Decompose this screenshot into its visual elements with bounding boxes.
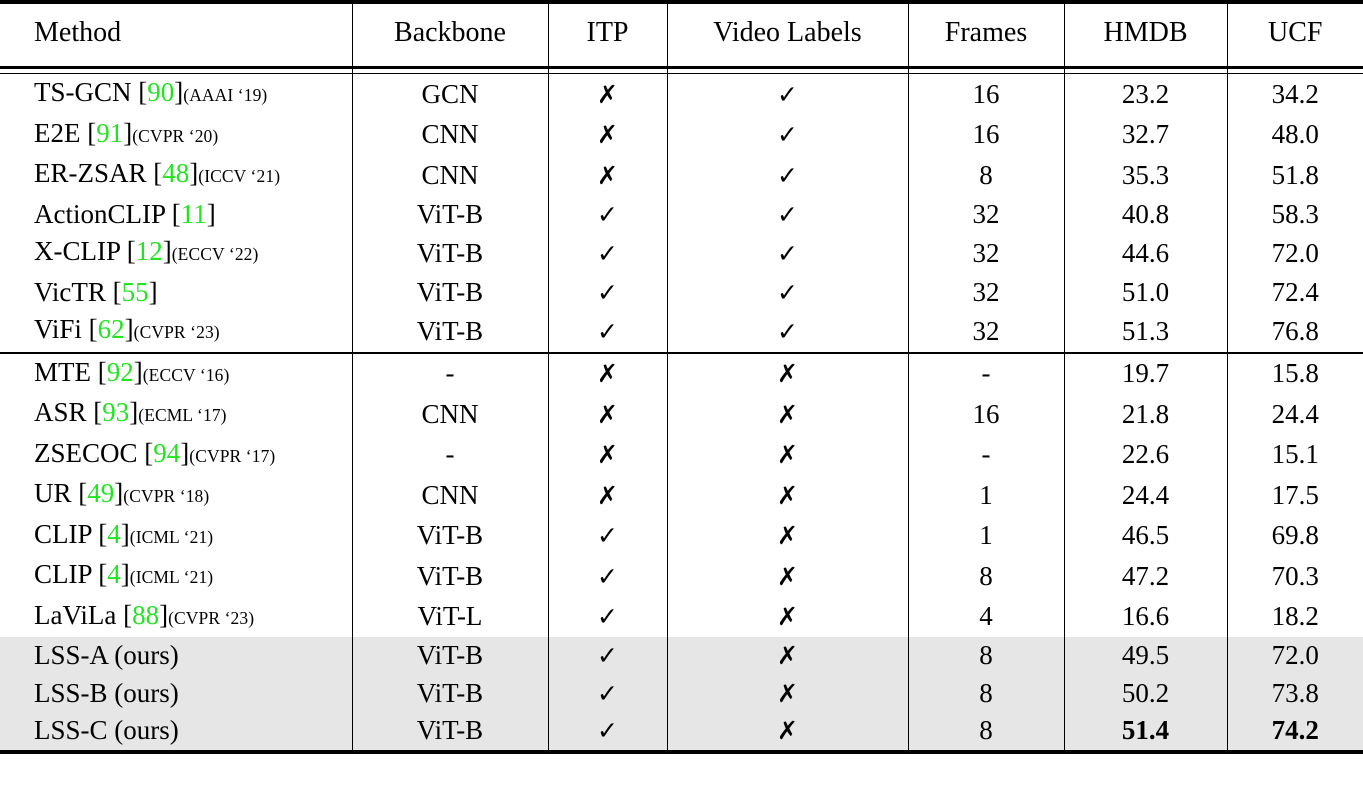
cell-hmdb: 23.2 [1064,74,1227,115]
method-name: ZSECOC [34,437,138,468]
venue-label: (ECML ‘17) [138,405,227,425]
citation-bracket-close: ] [180,437,190,468]
citation-number[interactable]: 91 [96,117,124,148]
cell-vlabels: ✓ [667,155,908,196]
cell-hmdb: 35.3 [1064,155,1227,196]
citation-bracket: [ [91,356,107,387]
cell-ucf: 70.3 [1227,556,1363,597]
cell-vlabels: ✓ [667,274,908,312]
citation-bracket: [ [91,559,108,589]
citation-bracket-close: ] [148,276,158,307]
cell-method [0,516,352,557]
cell-hmdb: 49.5 [1064,637,1227,675]
column-header-backbone[interactable]: Backbone [352,4,548,68]
method-name: E2E [34,117,81,148]
table-row[interactable] [0,196,1363,234]
cell-itp: ✓ [548,274,667,312]
table-row[interactable] [0,556,1363,597]
cell-backbone: ViT-B [352,516,548,557]
table-row[interactable] [0,637,1363,675]
cell-method [0,354,352,395]
citation-bracket: [ [86,397,103,427]
cell-method [0,155,352,196]
cell-frames: - [908,354,1064,395]
cell-vlabels: ✗ [667,394,908,435]
cell-method [0,556,352,597]
citation-bracket: [ [120,236,136,266]
method-name: CLIP [34,518,92,549]
method-name: X-CLIP [34,236,120,266]
citation-bracket-close: ] [189,158,199,188]
cell-frames: 4 [908,597,1064,638]
citation-bracket-close: ] [159,599,169,630]
cell-frames: 8 [908,556,1064,597]
citation-bracket-close: ] [174,77,184,107]
cell-backbone: ViT-L [352,597,548,638]
citation-number[interactable]: 94 [153,437,181,468]
cell-ucf: 18.2 [1227,597,1363,638]
cell-itp: ✓ [548,712,667,752]
cell-backbone: ViT-B [352,637,548,675]
cell-frames: - [908,435,1064,476]
citation-bracket: [ [91,518,108,549]
cell-itp: ✓ [548,597,667,638]
cell-ucf: 73.8 [1227,675,1363,713]
venue-label: (ECCV ‘16) [142,364,230,385]
cell-method [0,394,352,435]
citation-number[interactable]: 11 [180,198,207,229]
venue-label: (CVPR ‘20) [132,125,219,146]
cell-backbone: CNN [352,475,548,516]
cell-vlabels: ✗ [667,597,908,638]
cell-ucf: 15.8 [1227,354,1363,395]
venue-label: (CVPR ‘23) [168,607,255,628]
cell-vlabels: ✓ [667,233,908,274]
cell-itp: ✓ [548,233,667,274]
cell-itp: ✗ [548,115,667,156]
table-row[interactable] [0,115,1363,156]
cell-method [0,712,352,752]
column-header-ucf[interactable]: UCF [1227,4,1363,68]
cell-frames: 32 [908,274,1064,312]
venue-label: (ICCV ‘21) [198,166,281,186]
table-row[interactable] [0,233,1363,274]
table-row[interactable] [0,155,1363,196]
cell-itp: ✓ [548,516,667,557]
cell-backbone: CNN [352,115,548,156]
citation-bracket: [ [105,276,122,307]
cell-ucf: 15.1 [1227,435,1363,476]
cell-hmdb: 16.6 [1064,597,1227,638]
venue-label: (CVPR ‘18) [123,486,210,506]
cell-frames: 1 [908,475,1064,516]
cell-hmdb: 51.3 [1064,311,1227,353]
cell-vlabels: ✗ [667,516,908,557]
citation-bracket-close: ] [124,314,134,344]
cell-ucf: 48.0 [1227,115,1363,156]
cell-hmdb: 24.4 [1064,475,1227,516]
table-row[interactable] [0,597,1363,638]
cell-itp: ✓ [548,675,667,713]
citation-bracket: [ [116,599,133,630]
method-name: CLIP [34,559,92,589]
method-name: ActionCLIP [34,198,165,229]
cell-method [0,637,352,675]
cell-vlabels: ✓ [667,311,908,353]
citation-number[interactable]: 48 [162,158,190,188]
method-name: ER-ZSAR [34,158,147,188]
venue-label: (CVPR ‘23) [133,322,220,342]
cell-itp: ✓ [548,556,667,597]
citation-bracket: [ [81,314,98,344]
citation-number[interactable]: 4 [107,518,121,549]
venue-label: (ICML ‘21) [129,567,214,587]
citation-number[interactable]: 88 [132,599,160,630]
cell-itp: ✗ [548,74,667,115]
cell-ucf: 72.0 [1227,637,1363,675]
venue-label: (ECCV ‘22) [171,244,259,264]
cell-itp: ✗ [548,155,667,196]
cell-itp: ✗ [548,475,667,516]
cell-frames: 16 [908,394,1064,435]
cell-frames: 32 [908,196,1064,234]
cell-hmdb: 51.4 [1064,712,1227,752]
cell-hmdb: 40.8 [1064,196,1227,234]
citation-bracket-close: ] [123,117,133,148]
venue-label: (AAAI ‘19) [183,85,268,105]
method-name: ASR [34,397,87,427]
table-row[interactable] [0,475,1363,516]
cell-hmdb: 44.6 [1064,233,1227,274]
cell-frames: 32 [908,311,1064,353]
method-name: LSS-C (ours) [34,715,179,745]
cell-method [0,274,352,312]
table-row[interactable] [0,394,1363,435]
column-header-frames[interactable]: Frames [908,4,1064,68]
cell-method [0,311,352,353]
cell-vlabels: ✓ [667,74,908,115]
cell-hmdb: 50.2 [1064,675,1227,713]
cell-vlabels: ✗ [667,475,908,516]
cell-method [0,233,352,274]
cell-ucf: 24.4 [1227,394,1363,435]
cell-method [0,475,352,516]
method-name: UR [34,478,72,508]
cell-vlabels: ✗ [667,675,908,713]
cell-backbone: - [352,435,548,476]
citation-number[interactable]: 49 [87,478,115,508]
cell-frames: 16 [908,74,1064,115]
citation-number[interactable]: 93 [102,397,130,427]
cell-frames: 16 [908,115,1064,156]
table-header-row [0,4,1363,68]
cell-hmdb: 19.7 [1064,354,1227,395]
table-row[interactable] [0,74,1363,115]
cell-hmdb: 22.6 [1064,435,1227,476]
cell-itp: ✗ [548,394,667,435]
cell-backbone: GCN [352,74,548,115]
cell-backbone: CNN [352,394,548,435]
citation-bracket-close: ] [162,236,172,266]
cell-vlabels: ✗ [667,354,908,395]
table-row[interactable] [0,435,1363,476]
cell-itp: ✗ [548,354,667,395]
table-row[interactable] [0,274,1363,312]
cell-backbone: ViT-B [352,233,548,274]
table-row[interactable] [0,712,1363,752]
citation-number[interactable]: 4 [107,559,121,589]
cell-vlabels: ✗ [667,712,908,752]
method-name: MTE [34,356,91,387]
cell-vlabels: ✗ [667,556,908,597]
results-table-body [0,2,1363,754]
cell-method [0,597,352,638]
table-row[interactable] [0,516,1363,557]
cell-ucf: 69.8 [1227,516,1363,557]
column-header-itp[interactable]: ITP [548,4,667,68]
cell-ucf: 76.8 [1227,311,1363,353]
citation-number[interactable]: 12 [135,236,163,266]
citation-bracket: [ [131,77,148,107]
cell-frames: 8 [908,637,1064,675]
venue-label: (ICML ‘21) [129,526,214,547]
column-header-hmdb[interactable]: HMDB [1064,4,1227,68]
cell-hmdb: 32.7 [1064,115,1227,156]
citation-bracket-close: ] [133,356,143,387]
cell-frames: 8 [908,155,1064,196]
cell-method [0,675,352,713]
cell-itp: ✓ [548,311,667,353]
cell-vlabels: ✗ [667,637,908,675]
cell-method [0,435,352,476]
table-row[interactable] [0,354,1363,395]
cell-hmdb: 47.2 [1064,556,1227,597]
cell-vlabels: ✗ [667,435,908,476]
cell-backbone: ViT-B [352,196,548,234]
citation-bracket-close: ] [129,397,139,427]
cell-itp: ✓ [548,637,667,675]
citation-bracket-close: ] [114,478,124,508]
cell-itp: ✗ [548,435,667,476]
cell-ucf: 58.3 [1227,196,1363,234]
citation-number[interactable]: 92 [106,356,134,387]
table-bottom-rule [0,752,1363,754]
cell-backbone: - [352,354,548,395]
cell-hmdb: 21.8 [1064,394,1227,435]
citation-number[interactable]: 55 [121,276,149,307]
citation-bracket: [ [137,437,154,468]
cell-backbone: ViT-B [352,556,548,597]
cell-backbone: ViT-B [352,712,548,752]
cell-ucf: 72.4 [1227,274,1363,312]
cell-frames: 8 [908,712,1064,752]
cell-vlabels: ✓ [667,115,908,156]
cell-ucf: 34.2 [1227,74,1363,115]
venue-label: (CVPR ‘17) [189,445,276,466]
citation-bracket-close: ] [206,198,216,229]
cell-method [0,74,352,115]
cell-ucf: 17.5 [1227,475,1363,516]
cell-hmdb: 46.5 [1064,516,1227,557]
cell-ucf: 74.2 [1227,712,1363,752]
column-header-method[interactable]: Method [0,4,352,68]
cell-frames: 1 [908,516,1064,557]
cell-backbone: ViT-B [352,675,548,713]
citation-number[interactable]: 90 [147,77,175,107]
cell-frames: 8 [908,675,1064,713]
cell-vlabels: ✓ [667,196,908,234]
method-name: ViFi [34,314,82,344]
citation-bracket-close: ] [120,559,130,589]
citation-bracket: [ [80,117,97,148]
column-header-vlabels[interactable]: Video Labels [667,4,908,68]
method-name: LSS-B (ours) [34,677,179,708]
cell-backbone: ViT-B [352,311,548,353]
cell-backbone: CNN [352,155,548,196]
method-name: VicTR [34,276,106,307]
citation-bracket: [ [146,158,163,188]
citation-number[interactable]: 62 [97,314,125,344]
table-row[interactable] [0,311,1363,353]
cell-backbone: ViT-B [352,274,548,312]
method-name: LaViLa [34,599,117,630]
citation-bracket: [ [71,478,88,508]
cell-method [0,196,352,234]
cell-ucf: 51.8 [1227,155,1363,196]
cell-itp: ✓ [548,196,667,234]
cell-method [0,115,352,156]
citation-bracket-close: ] [120,518,130,549]
method-name: LSS-A (ours) [34,640,179,670]
method-name: TS-GCN [34,77,132,107]
citation-bracket: [ [165,198,181,229]
cell-frames: 32 [908,233,1064,274]
cell-ucf: 72.0 [1227,233,1363,274]
cell-hmdb: 51.0 [1064,274,1227,312]
table-row[interactable] [0,675,1363,713]
